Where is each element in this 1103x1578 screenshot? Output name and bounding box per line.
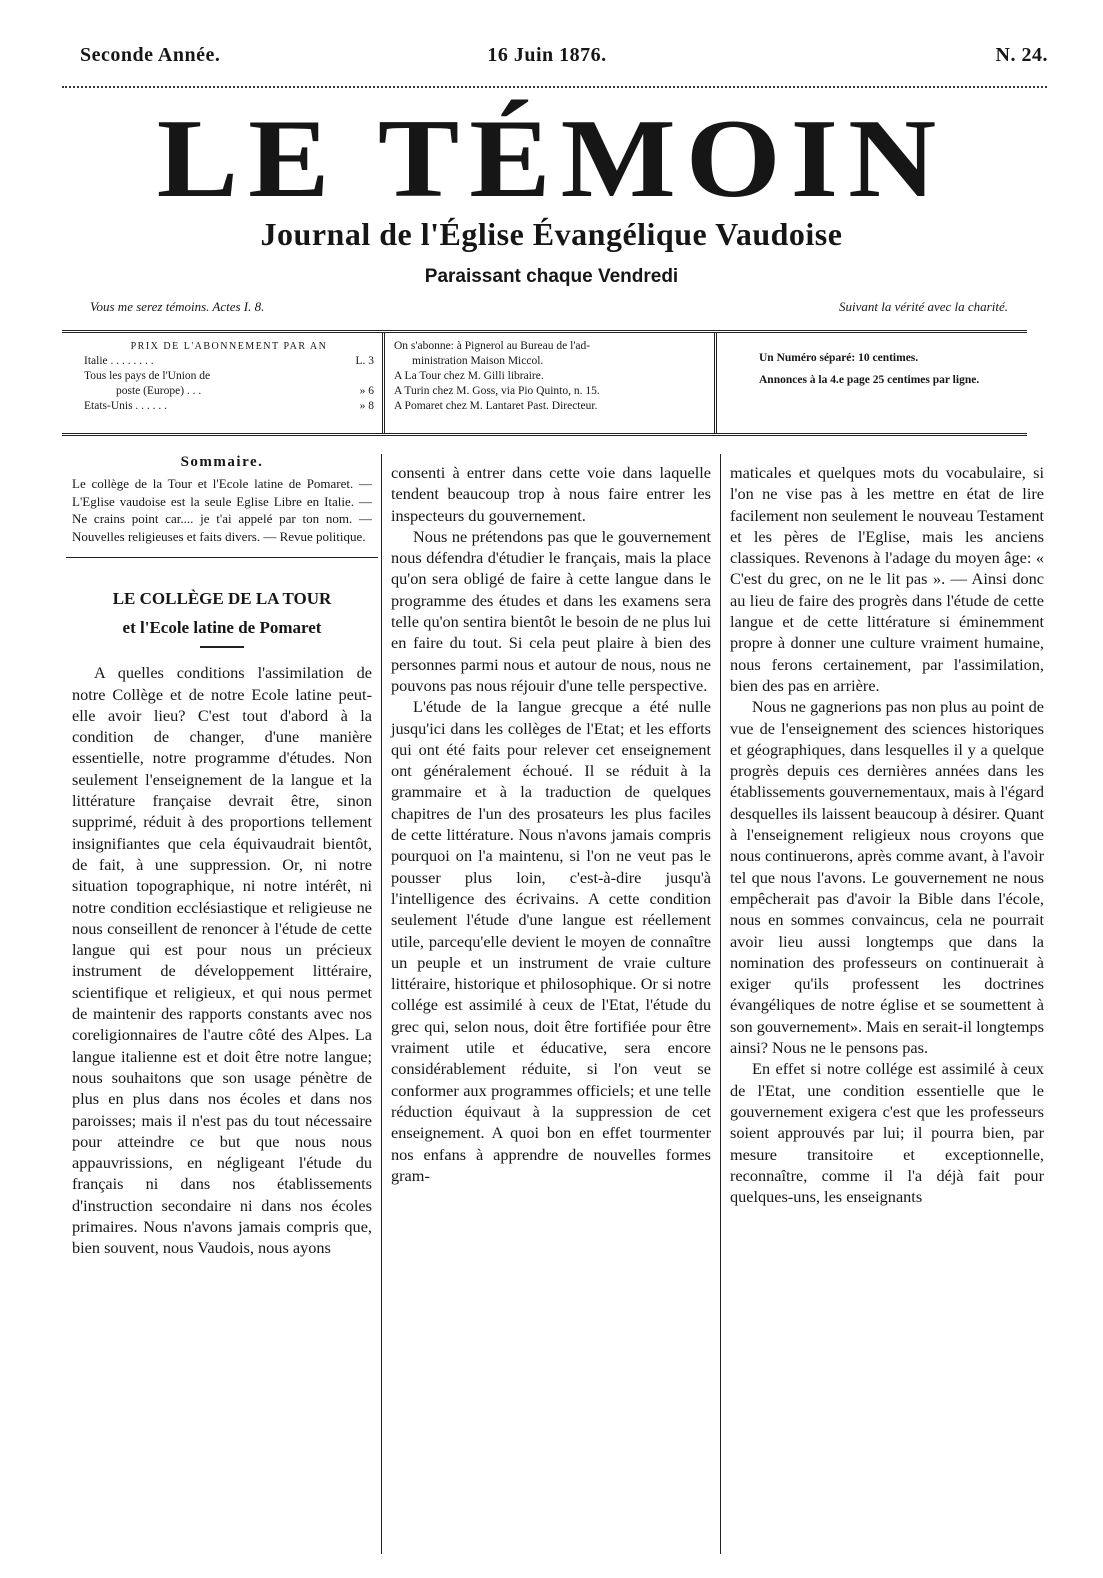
ads-price: Annonces à la 4.e page 25 centimes par ligne. (759, 374, 980, 386)
masthead-title: LE TÉMOIN (156, 96, 947, 221)
article-title: LE COLLÈGE DE LA TOUR (112, 589, 332, 609)
box-divider (382, 333, 385, 433)
article-paragraph: A quelles conditions l'assimilation de notre Collège et de notre Ecole latine peut-elle avoir lieu? C'est tout d'abord à la condition de changer, d'une manière essentielle, notre programme d'études. Non seulement l'enseignement de la langue et la littérature française devrait être, sinon supprimé, réduit à des proportions tellement insignifiantes que cela équivaudrait bientôt, de fait, à une suppression. Or, ni notre situation topographique, ni notre intérêt, ni notre condition ecclésiastique et religieuse ne nous conseillent de renoncer à l'étude de cette langue qui est pour nous un précieux instrument de développement littéraire, scientifique et religieux, et qui nous permet de maintenir des rapports constants avec nos coreligionnaires de l'autre côté des Alpes. La langue italienne est et doit être notre langue; nous souhaitons que son usage pénètre de plus en plus dans nos écoles et dans nos paroisses; mais il n'est pas du tout nécessaire pour atteindre ce but que nous nous appauvrissions, en négligeant l'étude du français ni dans nos établissements d'instruction secondaire ni dans nos écoles primaires. Nous n'avons jamais compris que, bien souvent, nous Vaudois, nous ayons (72, 663, 372, 1258)
location-line: A Turin chez M. Goss, via Pio Quinto, n. 15. (394, 385, 600, 397)
single-issue-price: Un Numéro séparé: 10 centimes. (759, 352, 919, 364)
location-line: ministration Maison Miccol. (412, 355, 544, 367)
column-divider (381, 454, 382, 1554)
price-row: Tous les pays de l'Union de (84, 370, 211, 382)
subscription-box (62, 330, 1027, 436)
article-paragraph: maticales et quelques mots du vocabulaire, si l'on ne vise pas à les mettre en état de lire facilement non seulement le nouveau Testament et les pères de l'Eglise, mais les anciens classiques. Revenons à l'adage du moyen âge: « C'est du grec, on ne le lit pas ». — Ainsi donc au lieu de faire des progrès dans l'étude de cette langue et de cette littérature si éminemment propre à donner une culture vraiment humaine, nous ferons certainement, par l'assimilation, bien des pas en arrière. (730, 463, 1044, 695)
prices-heading: PRIX DE L'ABONNEMENT PAR AN (130, 341, 328, 352)
issue-date: 16 Juin 1876. (487, 44, 607, 66)
price-row: Etats-Unis . . . . . . » 8 (84, 400, 374, 412)
article-paragraph: L'étude de la langue grecque a été nulle jusqu'ici dans les collèges de l'Etat; et les efforts qui ont été faits pour relever cet enseignement ont généralement échoué. Il se réduit à la grammaire et à la traduction de quelques chapitres de l'un des prosateurs les plus faciles de cette littérature. Nous n'avons jamais compris pourquoi on l'a maintenu, si l'on ne veut pas le pousser plus loin, c'est-à-dire jusqu'à l'intelligence des écrivains. A cette condition seulement l'étude d'une langue est réellement utile, parcequ'elle devient le moyen de connaître un peuple et un instrument de vraie culture littéraire, historique et philosophique. Or si notre collége est assimilé à ceux de l'Etat, l'étude du grec qui, selon nous, doit être fortifiée pour être vraiment utile et éducative, sera encore considérablement réduite, si l'on veut se conformer aux programmes officiels; et une telle réduction équivaut à la suppression de cet enseignement. A quoi bon en effet tourmenter nos enfans à apprendre de nouvelles formes gram- (391, 697, 711, 1185)
price-row: poste (Europe) . . . » 6 (116, 385, 374, 397)
motto-right: Suivant la vérité avec la charité. (839, 299, 1008, 314)
location-line: On s'abonne: à Pignerol au Bureau de l'ad- (394, 340, 591, 352)
header-dotted-rule (62, 86, 1047, 88)
masthead-subtitle: Journal de l'Église Évangélique Vaudoise (260, 216, 843, 252)
location-line: A Pomaret chez M. Lantaret Past. Directeur. (394, 400, 598, 412)
column-divider (720, 454, 721, 1554)
column-2 (391, 462, 711, 1186)
subscription-prices (84, 339, 374, 414)
sommaire-rule (66, 557, 378, 558)
issue-number: N. 24. (995, 44, 1048, 66)
issue-year: Seconde Année. (80, 44, 221, 66)
article-paragraph: Nous ne prétendons pas que le gouvernement nous défendra d'étudier le français, mais la place qu'on sera obligé de faire à cette langue dans le programme des études et dans les examens sera telle qu'on sentira bientôt le besoin de ne plus lui en faire du tout. Si cela peut plaire à bien des personnes parmi nous et autour de nous, nous ne pouvons pas nous réjouir d'une telle perspective. (391, 526, 711, 695)
column-3 (730, 462, 1044, 1207)
price-row: Italie . . . . . . . . L. 3 (84, 355, 374, 367)
publication-frequency: Paraissant chaque Vendredi (424, 266, 679, 287)
column-1 (72, 452, 372, 1259)
article-paragraph: consenti à entrer dans cette voie dans laquelle tendent beaucoup trop à nous faire entrer les inspecteurs du gouvernement. (391, 463, 711, 525)
location-line: A La Tour chez M. Gilli libraire. (394, 370, 544, 382)
motto-left: Vous me serez témoins. Actes I. 8. (90, 299, 265, 314)
title-dash (200, 646, 244, 648)
article-paragraph: Nous ne gagnerions pas non plus au point de vue de l'enseignement des sciences historiques et géographiques, dans lesquelles il y a quelque progrès depuis ces dernières années dans les établissements gouvernementaux, mais à l'égard desquelles ils laissent beaucoup à désirer. Quant à l'enseignement religieux nous croyons que nous continuerons, après comme avant, à l'avoir tel que nous l'avons. Le gouvernement ne nous empêcherait pas d'avoir la Bible dans l'école, nous en sommes convaincus, cela ne pourrait avoir lieu aussi longtemps que dans la nomination des professeurs on continuerait à exiger qu'ils professent les doctrines évangéliques de notre église et se soumettent à son gouvernement». Mais en serait-il longtemps ainsi? Nous ne le pensons pas. (730, 697, 1044, 1058)
sommaire-text: Le collège de la Tour et l'Ecole latine de Pomaret. — L'Eglise vaudoise est la seule Eglise Libre en Italie. — Ne crains point car.... je t'ai appelé par ton nom. — Nouvelles religieuses et faits divers. — Revue politique. (72, 476, 372, 544)
subscription-locations (394, 339, 719, 414)
issue-pricing (759, 351, 999, 390)
article-subtitle: et l'Ecole latine de Pomaret (122, 618, 322, 638)
article-paragraph: En effet si notre collége est assimilé à ceux de l'Etat, une condition essentielle que le gouvernement exigera c'est que les professeurs soient approuvés par lui; il pourra bien, par mesure transitoire et exceptionnelle, reconnaître, comme il l'a déjà fait pour quelques-uns, les enseignants (730, 1059, 1044, 1207)
sommaire-title: Sommaire. (180, 454, 264, 470)
